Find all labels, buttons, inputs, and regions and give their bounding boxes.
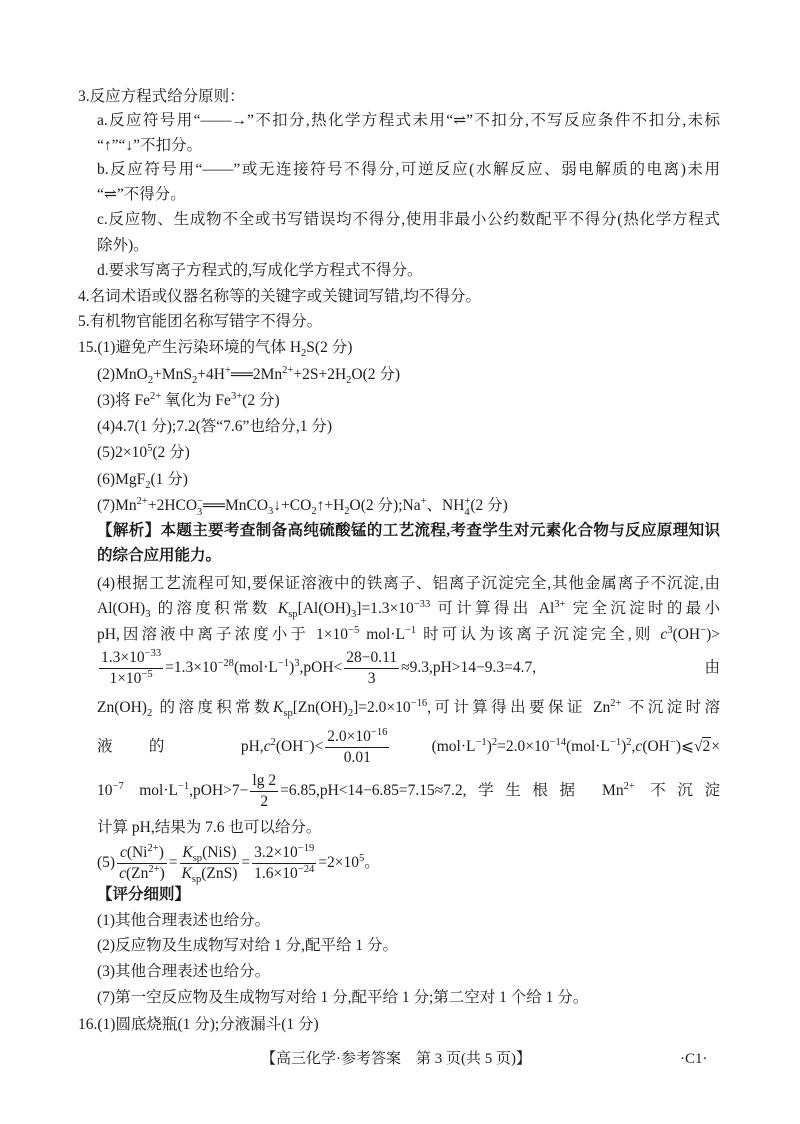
italic-symbol: c bbox=[660, 626, 668, 643]
text-run: 5.有机物官能团名称写错字不得分。 bbox=[78, 313, 323, 330]
text-run: 不沉淀时溶 bbox=[621, 699, 720, 716]
superscript: + bbox=[224, 364, 231, 376]
text-run: 10 bbox=[97, 782, 113, 800]
rule-5 bbox=[78, 312, 720, 332]
square-root bbox=[694, 738, 711, 755]
text-run: ══2Mn bbox=[230, 366, 283, 383]
text-run: +2HCO bbox=[147, 497, 198, 514]
subscript: sp bbox=[288, 608, 298, 620]
text-run: 【评分细则】 bbox=[97, 886, 191, 903]
fraction-numerator bbox=[250, 771, 278, 792]
text-run: , bbox=[631, 738, 636, 756]
text-run: )< bbox=[309, 738, 324, 756]
text-run: (3)其他合理表述也给分。 bbox=[97, 963, 271, 980]
q16-answer-1 bbox=[78, 1015, 720, 1035]
text-run: (mol·L bbox=[391, 738, 476, 756]
text-run: Al(OH) bbox=[97, 600, 146, 617]
text-run: =2.0×10 bbox=[497, 738, 550, 756]
text-run: (OH bbox=[275, 738, 304, 756]
text-run: 3 bbox=[367, 670, 376, 687]
text-run: ,pOH>7− bbox=[189, 782, 249, 800]
q15-analysis-part4-line-1 bbox=[97, 574, 720, 594]
text-run: 3.2×10 bbox=[254, 844, 298, 861]
subscript: 3 bbox=[145, 608, 151, 620]
text-run: 液的 pH, bbox=[97, 738, 264, 756]
text-run: d.要求写离子方程式的,写成化学方程式不得分。 bbox=[97, 262, 423, 279]
text-run: ↑+H bbox=[316, 497, 345, 514]
text-run: 不沉淀 bbox=[634, 782, 720, 800]
rule-3-title bbox=[78, 87, 720, 107]
text-run: (OH bbox=[642, 738, 670, 756]
text-run: c.反应物、生成物不全或书写错误均不得分,使用非最小公约数配平不得分(热化学方程式 bbox=[97, 211, 720, 228]
superscript: −5 bbox=[141, 668, 153, 680]
superscript: 2+ bbox=[148, 863, 160, 875]
text-run: (Zn bbox=[125, 865, 149, 882]
subscript: sp bbox=[191, 873, 202, 885]
text-run: (2)MnO bbox=[97, 366, 148, 383]
rule-3a-line-1 bbox=[97, 111, 720, 131]
text-run: (1)其他合理表述也给分。 bbox=[97, 912, 271, 929]
text-run: (2 分) bbox=[470, 497, 508, 514]
subscript: sp bbox=[192, 852, 203, 864]
text-run: “⇌”不得分。 bbox=[97, 186, 186, 203]
text-run: 完全沉淀时的最小 bbox=[565, 600, 720, 617]
superscript: 2+ bbox=[610, 697, 622, 709]
text-run: lg 2 bbox=[252, 772, 277, 789]
fraction-numerator bbox=[325, 727, 389, 748]
superscript: −1 bbox=[475, 736, 487, 748]
q15-analysis-part4-line-2 bbox=[97, 599, 720, 619]
text-run: ) bbox=[289, 659, 295, 677]
subscript: 2 bbox=[147, 374, 154, 386]
text-run: 15.(1)避免产生污染环境的气体 H bbox=[78, 339, 302, 356]
text-run: ══MnCO bbox=[203, 497, 269, 514]
text-run: 的溶度积常数 bbox=[152, 699, 274, 716]
text-run: pH,因溶液中离子浓度小于 1×10 bbox=[97, 626, 348, 643]
superscript: 3+ bbox=[230, 390, 243, 402]
text-run: 的综合应用能力。 bbox=[97, 547, 222, 564]
superscript: − bbox=[700, 624, 707, 636]
superscript: 2 bbox=[626, 736, 632, 748]
text-run: 2.0×10 bbox=[327, 728, 371, 745]
text-run: 0.01 bbox=[343, 749, 371, 766]
text-run: 2 bbox=[260, 793, 269, 810]
fraction-denominator bbox=[117, 864, 167, 884]
fraction-denominator bbox=[250, 792, 278, 812]
fraction-denominator bbox=[344, 669, 399, 689]
q15-answer-2 bbox=[97, 365, 720, 385]
superscript: −28 bbox=[217, 657, 234, 669]
rule-3c-line-1 bbox=[97, 210, 720, 230]
italic-symbol: c bbox=[119, 865, 126, 882]
text-run: 1.3×10 bbox=[101, 649, 145, 666]
text-run: mol·L bbox=[359, 626, 405, 643]
text-run: 时可认为该离子沉淀完全,则 bbox=[416, 626, 661, 643]
text-run: [Al(OH) bbox=[297, 600, 351, 617]
rule-3c-line-2 bbox=[97, 236, 720, 256]
text-run: Zn(OH) bbox=[97, 699, 147, 716]
fraction-denominator bbox=[252, 864, 316, 884]
text-run: (7)第一空反应物及生成物写对给 1 分,配平给 1 分;第二空对 1 个给 1 分。 bbox=[97, 989, 589, 1006]
radical-sign: √ bbox=[693, 738, 703, 756]
superscript: −5 bbox=[348, 624, 360, 636]
superscript: 3 bbox=[667, 624, 673, 636]
text-run: )> bbox=[706, 626, 720, 643]
text-run: ) bbox=[159, 865, 165, 882]
fraction-denominator bbox=[99, 669, 163, 689]
italic-symbol: K bbox=[277, 600, 289, 617]
superscript: + bbox=[420, 495, 427, 507]
fraction-numerator bbox=[252, 843, 316, 864]
text-run: 1.6×10 bbox=[254, 865, 298, 882]
subscript: 2 bbox=[301, 347, 307, 359]
text-run: 3.反应方程式给分原则： bbox=[78, 88, 245, 105]
subscript: 3 bbox=[350, 608, 357, 620]
subscript: 3 bbox=[197, 506, 203, 518]
text-run: (NiS) bbox=[202, 844, 237, 861]
italic-symbol: c bbox=[263, 738, 271, 756]
text-run: (2 分) bbox=[242, 392, 280, 409]
text-run: 【解析】本题主要考查制备高纯硫酸锰的工艺流程,考查学生对元素化合物与反应原理知识 bbox=[97, 522, 720, 539]
fraction-numerator bbox=[344, 648, 399, 669]
superscript: + bbox=[464, 496, 471, 508]
q15-analysis-part4-line-5 bbox=[97, 698, 720, 718]
italic-symbol: c bbox=[635, 738, 643, 756]
text-run: (mol·L bbox=[233, 659, 278, 677]
superscript: −16 bbox=[370, 726, 388, 738]
superscript: −33 bbox=[413, 598, 431, 610]
subscript: 2 bbox=[146, 707, 153, 719]
superscript: −19 bbox=[297, 842, 315, 854]
subscript: 2 bbox=[346, 374, 352, 386]
rule-3b-line-2 bbox=[97, 185, 720, 205]
subscript: sp bbox=[283, 707, 293, 719]
text-run: =1.3×10 bbox=[165, 659, 218, 677]
text-run: 氧化为 Fe bbox=[161, 392, 231, 409]
q15-answer-5 bbox=[97, 443, 720, 463]
text-run: +4H bbox=[197, 366, 225, 383]
text-run: (5)2×10 bbox=[97, 444, 148, 461]
fraction-numerator bbox=[180, 843, 240, 864]
text-run: )⩽ bbox=[675, 738, 694, 756]
text-run: ]=1.3×10 bbox=[356, 600, 414, 617]
scoring-detail-1 bbox=[97, 911, 720, 931]
text-run: O(2 分) bbox=[351, 366, 401, 383]
text-run: (mol·L bbox=[565, 738, 610, 756]
subscript: 2 bbox=[344, 505, 350, 517]
subscript: 2 bbox=[191, 374, 198, 386]
superscript: 2+ bbox=[147, 842, 159, 854]
q15-answer-7 bbox=[97, 496, 720, 518]
text-run: +MnS bbox=[153, 366, 192, 383]
superscript: 5 bbox=[358, 852, 365, 864]
q15-answer-1 bbox=[78, 338, 720, 358]
q15-analysis-intro-line-2 bbox=[97, 546, 720, 566]
superscript: −16 bbox=[410, 697, 428, 709]
text-run: (4)4.7(1 分);7.2(答“7.6”也给分,1 分) bbox=[97, 418, 333, 435]
q15-analysis-part4-line-4 bbox=[97, 648, 720, 689]
text-run: +2S+2H bbox=[293, 366, 347, 383]
q15-analysis-part4-line-7 bbox=[97, 771, 720, 812]
text-run: S(2 分) bbox=[306, 339, 353, 356]
text-run: [Zn(OH) bbox=[292, 699, 348, 716]
superscript: −24 bbox=[297, 863, 315, 875]
superscript: 2+ bbox=[282, 364, 294, 376]
text-run: ,pOH< bbox=[299, 659, 343, 677]
text-run: 的溶度积常数 bbox=[150, 600, 278, 617]
superscript: 2+ bbox=[623, 780, 635, 792]
text-run: ,可计算得出要保证 Zn bbox=[427, 699, 611, 716]
superscript: 3+ bbox=[554, 598, 566, 610]
italic-symbol: K bbox=[273, 699, 284, 716]
rule-4 bbox=[78, 287, 720, 307]
fraction-denominator bbox=[325, 748, 389, 768]
text-run: 16.(1)圆底烧瓶(1 分);分液漏斗(1 分) bbox=[78, 1016, 319, 1033]
fraction-denominator bbox=[180, 864, 240, 884]
fraction bbox=[252, 843, 316, 884]
text-run: ) bbox=[158, 844, 164, 861]
superscript: −1 bbox=[177, 780, 190, 792]
text-run: 。 bbox=[364, 854, 380, 872]
subscript: 2 bbox=[145, 479, 151, 491]
italic-symbol: K bbox=[182, 844, 193, 861]
q15-answer-3 bbox=[97, 391, 720, 411]
footer-code: ·C1· bbox=[680, 1051, 708, 1067]
superscript: − bbox=[669, 736, 676, 748]
text-run: =6.85,pH<14−6.85=7.15≈7.2,学生根据 Mn bbox=[280, 782, 624, 800]
superscript: 2+ bbox=[136, 495, 148, 507]
text-run: (Ni bbox=[126, 844, 148, 861]
text-run: (OH bbox=[672, 626, 701, 643]
text-run: (3)将 Fe bbox=[97, 392, 150, 409]
text-run: ≈9.3,pH>14−9.3=4.7,由 bbox=[401, 659, 720, 677]
text-run: mol·L bbox=[123, 782, 178, 800]
text-run: = bbox=[168, 854, 178, 872]
text-run: ) bbox=[486, 738, 492, 756]
text-run: =2×10 bbox=[318, 854, 359, 872]
q15-analysis-intro-line-1 bbox=[97, 521, 720, 541]
rule-3d bbox=[97, 261, 720, 281]
superscript: −1 bbox=[404, 624, 417, 636]
italic-symbol: K bbox=[181, 865, 192, 882]
text-run: a.反应符号用“——→”不扣分,热化学方程式未用“⇌”不扣分,不写反应条件不扣分,未标 bbox=[97, 112, 720, 129]
text-run: 28−0.11 bbox=[346, 649, 398, 666]
text-run: 4.名词术语或仪器名称等的关键字或关键词写错,均不得分。 bbox=[78, 288, 482, 305]
footer-page-label: 【高三化学·参考答案 第 3 页(共 5 页)】 bbox=[261, 1051, 531, 1067]
fraction bbox=[180, 843, 240, 884]
fraction bbox=[99, 648, 163, 689]
q15-analysis-part4-line-6 bbox=[97, 727, 720, 768]
text-run: × bbox=[711, 738, 720, 756]
fraction-numerator bbox=[117, 843, 167, 864]
text-run: (ZnS) bbox=[201, 865, 238, 882]
scoring-detail-7 bbox=[97, 988, 720, 1008]
text-run: O(2 分);Na bbox=[349, 497, 421, 514]
text-run: (6)MgF bbox=[97, 471, 146, 488]
superscript: −33 bbox=[144, 647, 162, 659]
radicand: 2 bbox=[702, 738, 711, 756]
text-run: ) bbox=[621, 738, 627, 756]
superscript: − bbox=[303, 736, 310, 748]
superscript: −1 bbox=[277, 657, 290, 669]
italic-symbol: c bbox=[119, 844, 127, 861]
text-run: (4)根据工艺流程可知,要保证溶液中的铁离子、铝离子沉淀完全,其他金属离子不沉淀,由 bbox=[97, 575, 720, 592]
fraction bbox=[344, 648, 399, 689]
text-run: ]=2.0×10 bbox=[353, 699, 411, 716]
fraction bbox=[117, 843, 167, 884]
scoring-details-title bbox=[97, 885, 720, 905]
q15-analysis-part5 bbox=[97, 843, 720, 884]
superscript: −1 bbox=[609, 736, 622, 748]
text-run: (1 分) bbox=[150, 471, 188, 488]
text-run: (7)Mn bbox=[97, 497, 137, 514]
text-run: (2)反应物及生成物写对给 1 分,配平给 1 分。 bbox=[97, 937, 398, 954]
q15-analysis-part4-line-3 bbox=[97, 625, 720, 645]
rule-3a-line-2 bbox=[97, 136, 720, 156]
text-run: b.反应符号用“——”或无连接符号不得分,可逆反应(水解反应、弱电解质的电离)未用 bbox=[97, 161, 720, 178]
scoring-detail-3 bbox=[97, 962, 720, 982]
fraction-numerator bbox=[99, 648, 163, 669]
text-run: (5) bbox=[97, 854, 116, 872]
text-run: ↓+CO bbox=[273, 497, 312, 514]
rule-3b-line-1 bbox=[97, 160, 720, 180]
text-run: “↑”“↓”不扣分。 bbox=[97, 137, 203, 154]
fraction bbox=[250, 771, 278, 812]
superscript: −14 bbox=[549, 736, 566, 748]
q15-analysis-part4-line-8 bbox=[97, 818, 720, 838]
text-run: 计算 pH,结果为 7.6 也可以给分。 bbox=[97, 819, 322, 836]
q15-answer-4 bbox=[97, 417, 720, 437]
superscript: 3 bbox=[294, 657, 300, 669]
superscript: 2 bbox=[491, 736, 498, 748]
q15-answer-6 bbox=[97, 470, 720, 490]
subscript: 2 bbox=[311, 505, 317, 517]
scoring-detail-2 bbox=[97, 936, 720, 956]
superscript: − bbox=[197, 496, 203, 508]
text-run: (2 分) bbox=[152, 444, 190, 461]
text-run: = bbox=[241, 854, 251, 872]
superscript: 5 bbox=[147, 442, 153, 454]
superscript: 2+ bbox=[149, 390, 162, 402]
subscript: 2 bbox=[347, 707, 354, 719]
fraction bbox=[325, 727, 389, 768]
subscript: 3 bbox=[268, 505, 274, 517]
text-run: 除外)。 bbox=[97, 237, 149, 254]
text-run: 、NH bbox=[426, 497, 465, 514]
superscript: 2 bbox=[270, 736, 276, 748]
subscript: 4 bbox=[464, 506, 470, 518]
text-run: 可计算得出 Al bbox=[430, 600, 555, 617]
superscript: −7 bbox=[112, 780, 124, 792]
text-run: 1×10 bbox=[109, 670, 142, 687]
